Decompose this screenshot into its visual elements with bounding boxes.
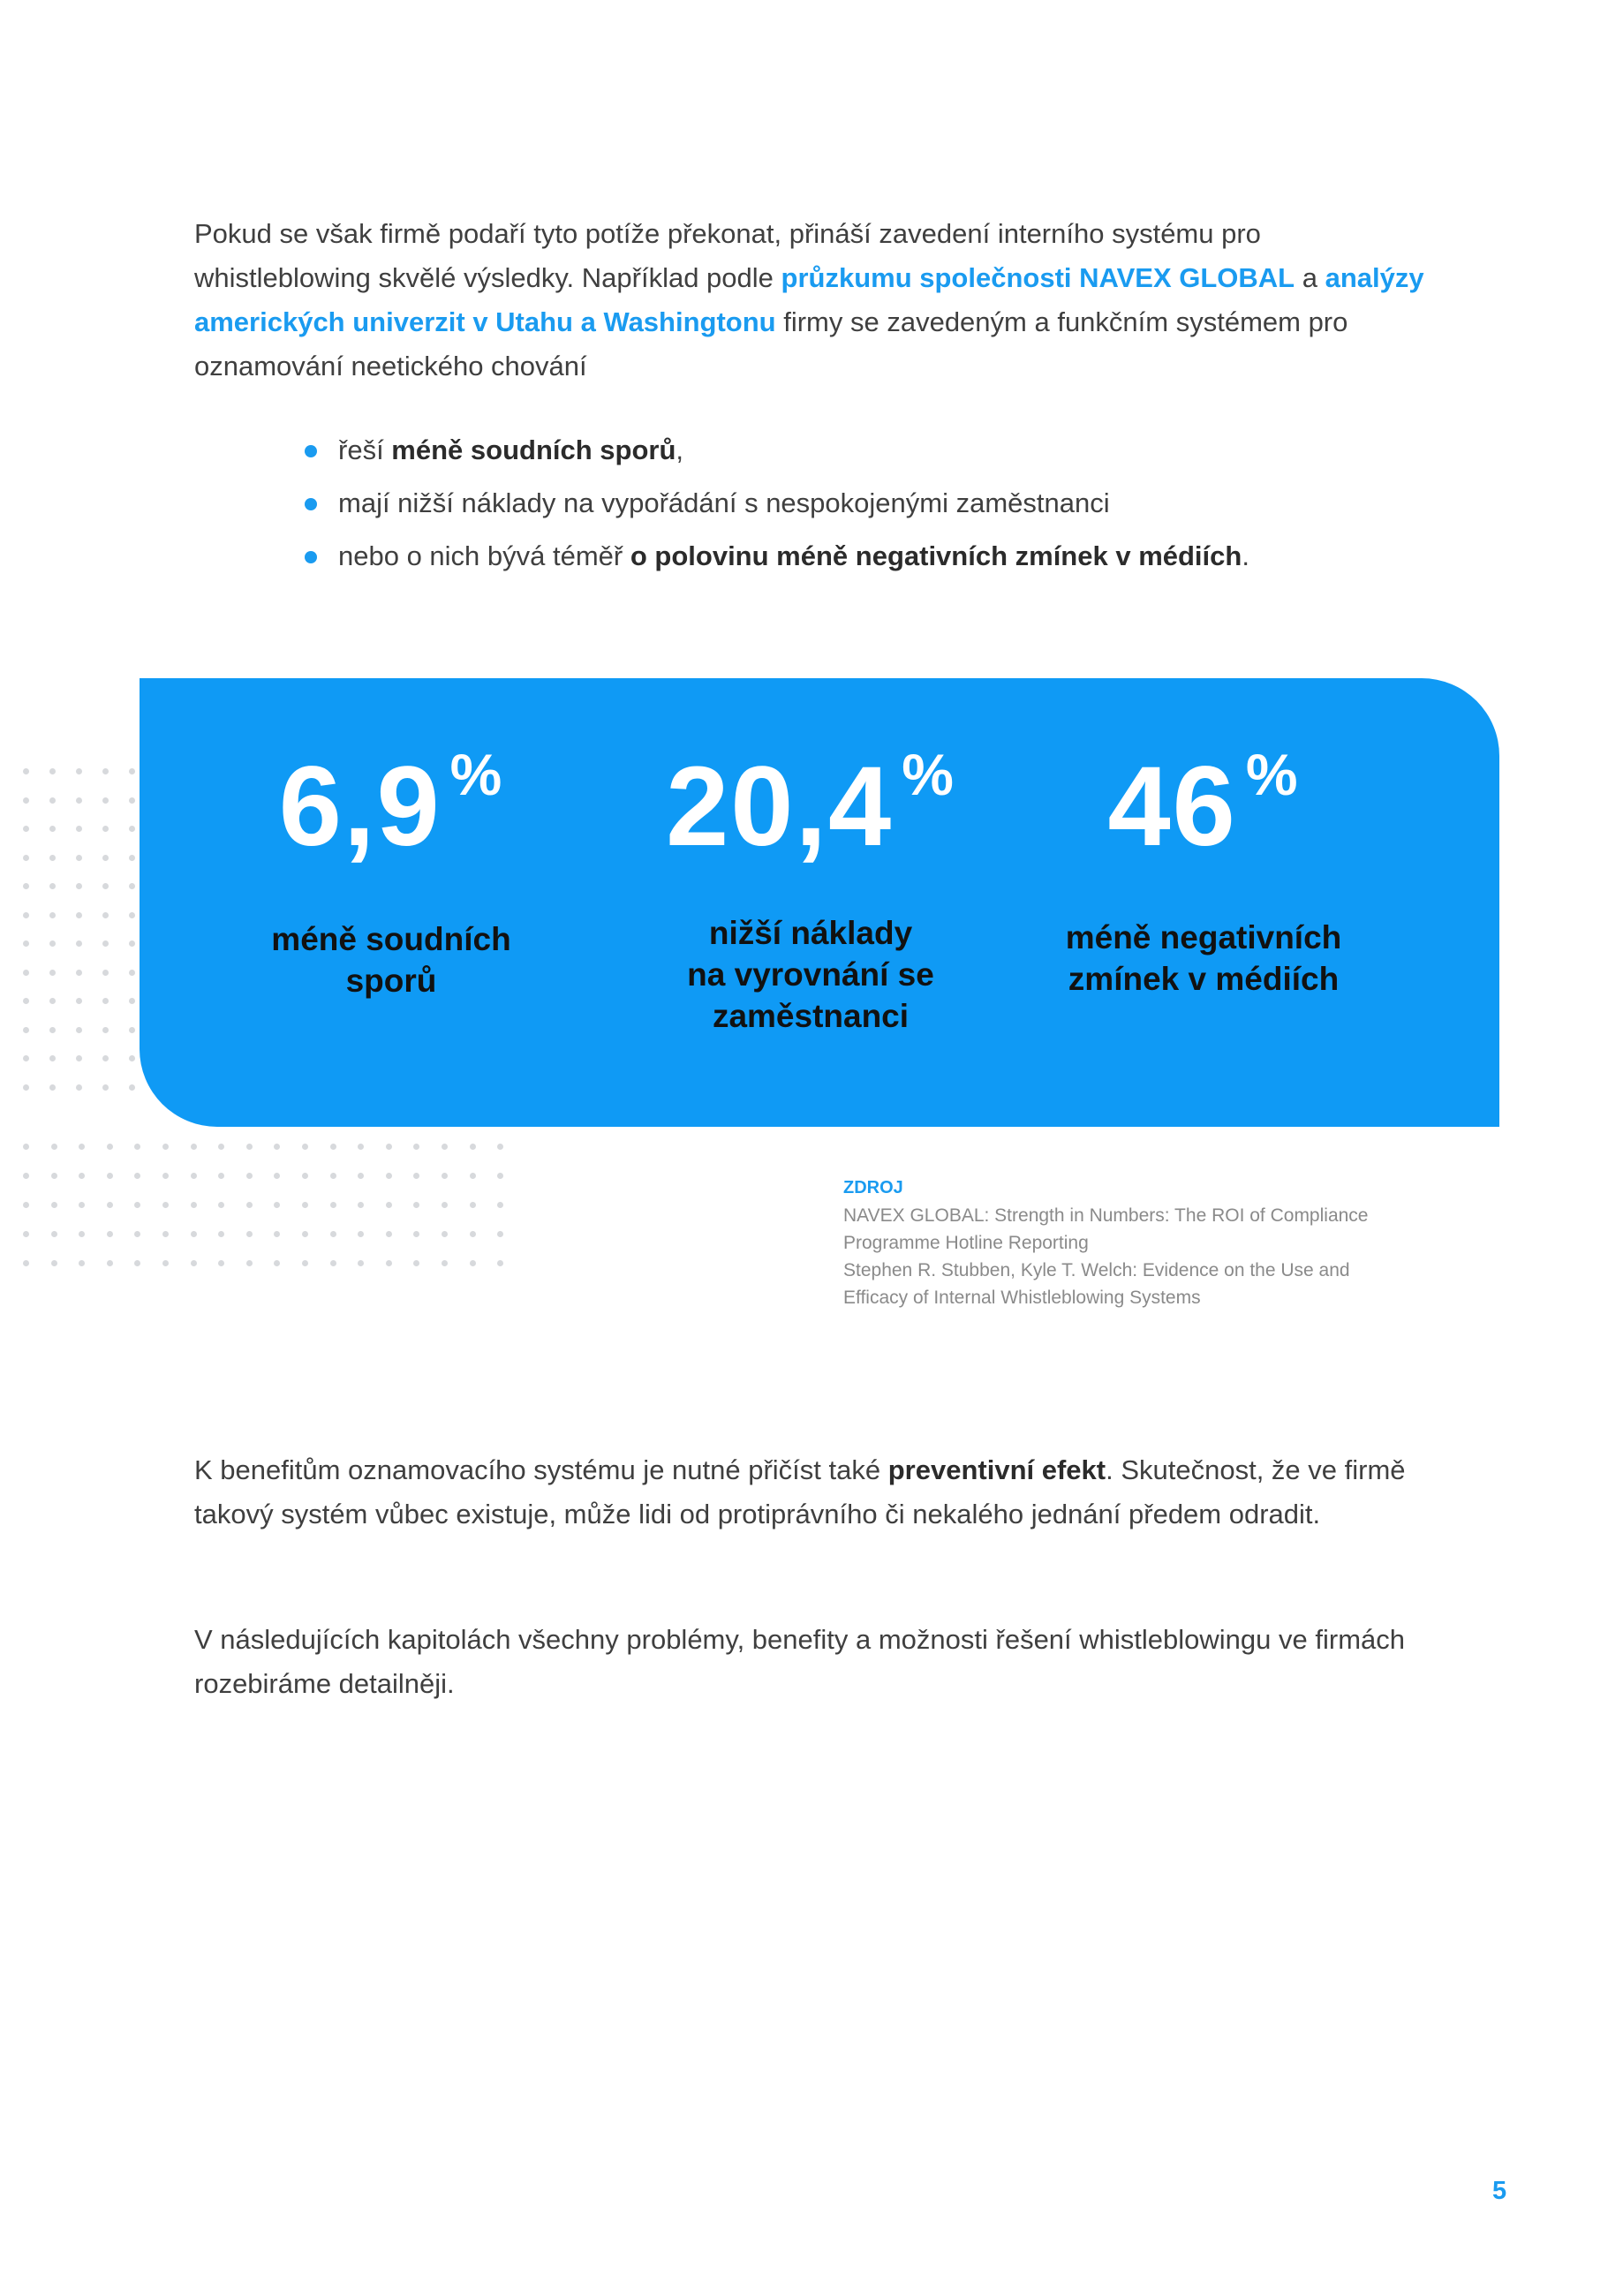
source-line: Programme Hotline Reporting xyxy=(843,1233,1089,1253)
benefit-bold-text: preventivní efekt xyxy=(887,1454,1106,1485)
bullet-text: nebo o nich bývá téměř xyxy=(338,540,630,571)
grid-dot xyxy=(302,1144,308,1150)
grid-dot xyxy=(129,1084,135,1091)
grid-dot xyxy=(49,940,56,947)
grid-dot xyxy=(102,1027,109,1033)
grid-dot xyxy=(76,883,82,889)
grid-dot xyxy=(49,1027,56,1033)
grid-dot xyxy=(442,1260,448,1266)
stat-number: 20,4 xyxy=(666,744,894,870)
benefit-text-1: K benefitům oznamovacího systému je nutné přičíst také xyxy=(194,1454,888,1485)
grid-dot xyxy=(23,1084,29,1091)
grid-dot xyxy=(102,970,109,976)
grid-dot xyxy=(23,970,29,976)
grid-dot xyxy=(79,1173,85,1179)
grid-dot xyxy=(162,1231,169,1237)
grid-dot xyxy=(51,1144,57,1150)
intro-text-3: firmy se zavedeným a funkčním systémem pro oznamování neetického chování xyxy=(194,306,1348,381)
grid-dot xyxy=(358,1260,364,1266)
grid-dot xyxy=(413,1144,419,1150)
grid-dot xyxy=(76,826,82,832)
grid-dot xyxy=(302,1202,308,1208)
grid-dot xyxy=(191,1260,197,1266)
grid-dot xyxy=(23,998,29,1004)
grid-dot xyxy=(386,1173,392,1179)
grid-dot xyxy=(49,797,56,804)
page-number: 5 xyxy=(1492,2177,1507,2205)
grid-dot xyxy=(218,1260,224,1266)
grid-dot xyxy=(246,1173,253,1179)
grid-dot xyxy=(76,768,82,774)
grid-dot xyxy=(49,826,56,832)
grid-dot xyxy=(129,883,135,889)
grid-dot xyxy=(330,1260,336,1266)
grid-dot xyxy=(470,1173,476,1179)
grid-dot xyxy=(107,1260,113,1266)
stat-value xyxy=(608,742,1014,870)
grid-dot xyxy=(23,826,29,832)
grid-dot xyxy=(49,912,56,918)
grid-dot xyxy=(497,1144,503,1150)
grid-dot xyxy=(102,940,109,947)
grid-dot xyxy=(162,1144,169,1150)
grid-dot xyxy=(102,797,109,804)
grid-dot xyxy=(274,1173,280,1179)
grid-dot xyxy=(470,1260,476,1266)
grid-dot xyxy=(413,1173,419,1179)
bullet-dot-icon xyxy=(305,498,317,510)
grid-dot xyxy=(51,1173,57,1179)
grid-dot xyxy=(442,1231,448,1237)
grid-dot xyxy=(497,1173,503,1179)
grid-dot xyxy=(134,1260,140,1266)
grid-dot xyxy=(413,1202,419,1208)
stat-unit: % xyxy=(1245,742,1300,807)
grid-dot xyxy=(23,1231,29,1237)
stat-unit: % xyxy=(902,742,955,807)
grid-dot xyxy=(79,1260,85,1266)
grid-dot xyxy=(302,1173,308,1179)
grid-dot xyxy=(162,1260,169,1266)
intro-text-2: a xyxy=(1295,262,1325,293)
grid-dot xyxy=(49,768,56,774)
grid-dot xyxy=(76,998,82,1004)
grid-dot xyxy=(191,1231,197,1237)
grid-dot xyxy=(49,883,56,889)
grid-dot xyxy=(79,1231,85,1237)
university-analysis-link[interactable]: analýzy amerických univerzit v Utahu a Washingtonu xyxy=(194,262,1424,337)
grid-dot xyxy=(79,1202,85,1208)
grid-dot xyxy=(470,1231,476,1237)
grid-dot xyxy=(442,1144,448,1150)
grid-dot xyxy=(497,1260,503,1266)
grid-dot xyxy=(23,797,29,804)
grid-dot xyxy=(386,1144,392,1150)
source-heading: ZDROJ xyxy=(843,1178,903,1197)
decorative-dot-grid xyxy=(23,1144,503,1266)
bullet-dot-icon xyxy=(305,551,317,563)
grid-dot xyxy=(246,1202,253,1208)
grid-dot xyxy=(76,1055,82,1061)
grid-dot xyxy=(49,1055,56,1061)
grid-dot xyxy=(358,1231,364,1237)
bullet-bold-text: méně soudních sporů xyxy=(391,434,676,465)
grid-dot xyxy=(358,1173,364,1179)
grid-dot xyxy=(107,1202,113,1208)
grid-dot xyxy=(102,855,109,861)
grid-dot xyxy=(302,1260,308,1266)
grid-dot xyxy=(274,1260,280,1266)
bullet-text: řeší xyxy=(338,434,392,465)
grid-dot xyxy=(129,1027,135,1033)
grid-dot xyxy=(218,1173,224,1179)
stat-label: méně negativních zmínek v médiích xyxy=(1065,919,1342,997)
grid-dot xyxy=(134,1173,140,1179)
source-line: Stephen R. Stubben, Kyle T. Welch: Evidence on the Use and xyxy=(843,1260,1350,1280)
grid-dot xyxy=(386,1202,392,1208)
grid-dot xyxy=(330,1231,336,1237)
grid-dot xyxy=(162,1202,169,1208)
grid-dot xyxy=(51,1202,57,1208)
grid-dot xyxy=(358,1144,364,1150)
grid-dot xyxy=(102,826,109,832)
grid-dot xyxy=(386,1231,392,1237)
grid-dot xyxy=(330,1202,336,1208)
grid-dot xyxy=(76,797,82,804)
grid-dot xyxy=(76,855,82,861)
grid-dot xyxy=(129,912,135,918)
grid-dot xyxy=(497,1231,503,1237)
bullet-text: mají nižší náklady na vypořádání s nespokojenými zaměstnanci xyxy=(338,487,1110,518)
grid-dot xyxy=(49,998,56,1004)
source-line: Efficacy of Internal Whistleblowing Systems xyxy=(843,1288,1201,1308)
stat-label: méně soudních sporů xyxy=(271,921,511,999)
benefits-list xyxy=(305,424,1249,583)
grid-dot xyxy=(51,1260,57,1266)
stat-unit: % xyxy=(449,742,504,807)
list-item xyxy=(305,477,1249,530)
grid-dot xyxy=(129,1055,135,1061)
grid-dot xyxy=(49,855,56,861)
grid-dot xyxy=(497,1202,503,1208)
stat-number: 6,9 xyxy=(278,744,442,870)
stat-label: nižší náklady na vyrovnání se zaměstnanci xyxy=(687,915,934,1034)
grid-dot xyxy=(218,1231,224,1237)
grid-dot xyxy=(49,1084,56,1091)
grid-dot xyxy=(107,1144,113,1150)
stat-value xyxy=(1031,742,1376,870)
grid-dot xyxy=(49,970,56,976)
grid-dot xyxy=(76,940,82,947)
benefit-paragraph xyxy=(194,1448,1431,1537)
grid-dot xyxy=(129,970,135,976)
grid-dot xyxy=(107,1231,113,1237)
grid-dot xyxy=(129,797,135,804)
grid-dot xyxy=(76,912,82,918)
grid-dot xyxy=(442,1173,448,1179)
grid-dot xyxy=(102,1055,109,1061)
list-item xyxy=(305,530,1249,583)
grid-dot xyxy=(23,1202,29,1208)
bullet-text-end: . xyxy=(1242,540,1249,571)
grid-dot xyxy=(102,883,109,889)
benefit-text-2: . Skutečnost, že ve firmě takový systém vůbec existuje, může lidi od protiprávního či nekalého jednání předem odradit. xyxy=(194,1454,1406,1529)
grid-dot xyxy=(191,1202,197,1208)
grid-dot xyxy=(162,1173,169,1179)
grid-dot xyxy=(23,1173,29,1179)
grid-dot xyxy=(386,1260,392,1266)
bullet-dot-icon xyxy=(305,445,317,457)
bullet-text-end: , xyxy=(676,434,684,465)
grid-dot xyxy=(79,1144,85,1150)
bullet-bold-text: o polovinu méně negativních zmínek v médiích xyxy=(630,540,1242,571)
grid-dot xyxy=(23,912,29,918)
grid-dot xyxy=(102,1084,109,1091)
grid-dot xyxy=(102,998,109,1004)
grid-dot xyxy=(413,1231,419,1237)
grid-dot xyxy=(442,1202,448,1208)
grid-dot xyxy=(218,1202,224,1208)
grid-dot xyxy=(330,1173,336,1179)
grid-dot xyxy=(134,1144,140,1150)
grid-dot xyxy=(129,940,135,947)
grid-dot xyxy=(274,1144,280,1150)
grid-dot xyxy=(23,1260,29,1266)
grid-dot xyxy=(23,883,29,889)
source-line: NAVEX GLOBAL: Strength in Numbers: The ROI of Compliance xyxy=(843,1205,1369,1226)
grid-dot xyxy=(358,1202,364,1208)
grid-dot xyxy=(246,1260,253,1266)
grid-dot xyxy=(102,912,109,918)
grid-dot xyxy=(23,1055,29,1061)
grid-dot xyxy=(23,1144,29,1150)
navex-survey-link[interactable]: průzkumu společnosti NAVEX GLOBAL xyxy=(781,262,1295,293)
grid-dot xyxy=(274,1202,280,1208)
grid-dot xyxy=(134,1202,140,1208)
grid-dot xyxy=(102,768,109,774)
statistics-panel xyxy=(140,678,1499,1127)
grid-dot xyxy=(470,1144,476,1150)
grid-dot xyxy=(191,1173,197,1179)
intro-text-1: Pokud se však firmě podaří tyto potíže překonat, přináší zavedení interního systému pro whistleblowing skvělé výsledky. Například podle xyxy=(194,218,1261,293)
grid-dot xyxy=(302,1231,308,1237)
grid-dot xyxy=(274,1231,280,1237)
grid-dot xyxy=(330,1144,336,1150)
grid-dot xyxy=(76,1084,82,1091)
grid-dot xyxy=(23,1027,29,1033)
stat-value xyxy=(237,742,546,870)
grid-dot xyxy=(246,1144,253,1150)
grid-dot xyxy=(413,1260,419,1266)
closing-paragraph: V následujících kapitolách všechny problémy, benefity a možnosti řešení whistleblowingu ve firmách rozebiráme detailněji. xyxy=(194,1624,1405,1699)
grid-dot xyxy=(129,826,135,832)
intro-paragraph xyxy=(194,212,1431,389)
grid-dot xyxy=(218,1144,224,1150)
grid-dot xyxy=(23,855,29,861)
grid-dot xyxy=(107,1173,113,1179)
grid-dot xyxy=(76,970,82,976)
grid-dot xyxy=(129,855,135,861)
grid-dot xyxy=(129,998,135,1004)
grid-dot xyxy=(191,1144,197,1150)
grid-dot xyxy=(246,1231,253,1237)
grid-dot xyxy=(470,1202,476,1208)
grid-dot xyxy=(134,1231,140,1237)
grid-dot xyxy=(76,1027,82,1033)
decorative-dot-grid xyxy=(23,768,135,1091)
source-note xyxy=(843,1174,1461,1311)
grid-dot xyxy=(23,768,29,774)
grid-dot xyxy=(23,940,29,947)
stat-number: 46 xyxy=(1107,744,1237,870)
list-item xyxy=(305,424,1249,477)
grid-dot xyxy=(51,1231,57,1237)
grid-dot xyxy=(129,768,135,774)
